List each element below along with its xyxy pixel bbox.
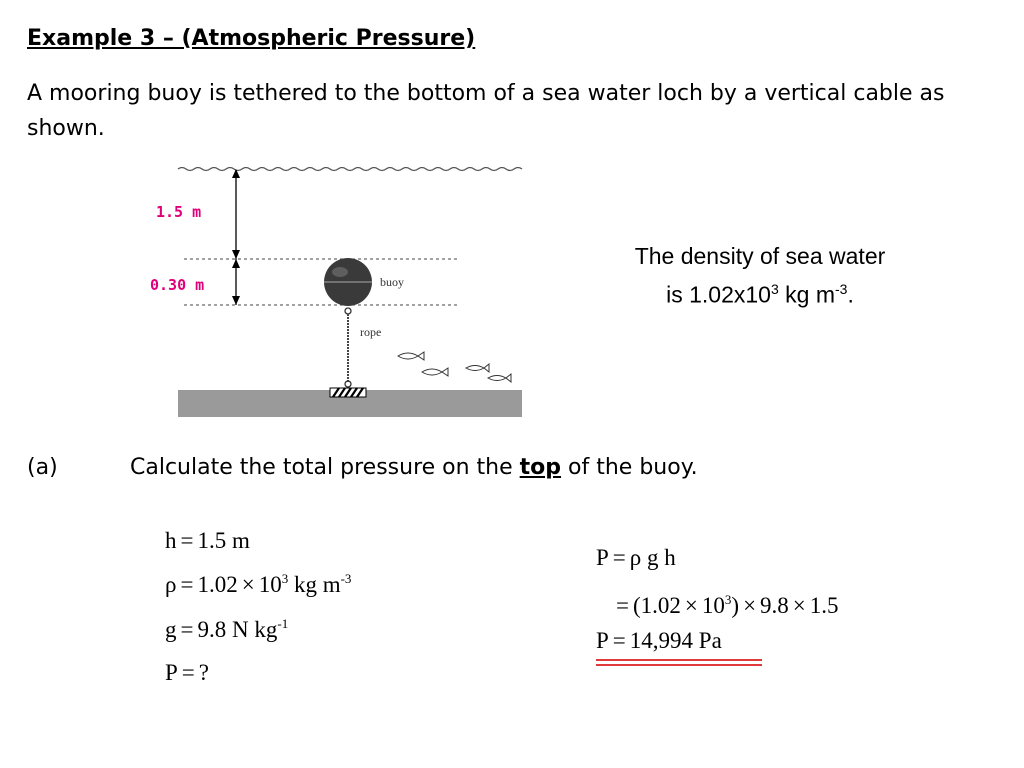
sea-surface xyxy=(178,168,522,171)
fish-icons xyxy=(398,352,511,382)
density-line-2: is $1.02x10^3$ kg $m^{-3}$. xyxy=(666,281,854,308)
rope-label: rope xyxy=(360,325,382,339)
measure-arrows xyxy=(232,169,240,305)
question-text: Calculate the total pressure on the top of the buoy. xyxy=(130,455,698,480)
question-emphasis: top xyxy=(519,455,562,480)
answer-underline-1 xyxy=(596,659,762,661)
given-rho: $\rho = 1.02 \times 10^3$ kg $m^{-3}$ xyxy=(165,571,352,597)
solution-formula: P = ρ g h xyxy=(596,545,676,570)
measure-label-bottom: 0.30 m xyxy=(150,276,205,294)
measure-label-top: 1.5 m xyxy=(156,203,202,221)
solution-answer: P = 14,994 Pa xyxy=(596,628,722,653)
solution-substitution: = $(1.02 \times 10^3) \times 9.8 \times 1.5$ xyxy=(616,592,839,618)
given-g: g = 9.8 N $kg^{-1}$ xyxy=(165,616,289,642)
question-label: (a) xyxy=(27,455,58,480)
density-line-1: The density of sea water xyxy=(634,243,886,269)
answer-underline-2 xyxy=(596,664,762,666)
problem-statement: A mooring buoy is tethered to the bottom of a sea water loch by a vertical cable as shown. xyxy=(27,81,945,141)
buoy-label: buoy xyxy=(380,275,404,289)
density-note xyxy=(580,240,940,312)
given-p: P = ? xyxy=(165,660,209,685)
page-title: Example 3 – (Atmospheric Pressure) xyxy=(27,26,476,51)
given-h: h = 1.5 m xyxy=(165,528,250,553)
